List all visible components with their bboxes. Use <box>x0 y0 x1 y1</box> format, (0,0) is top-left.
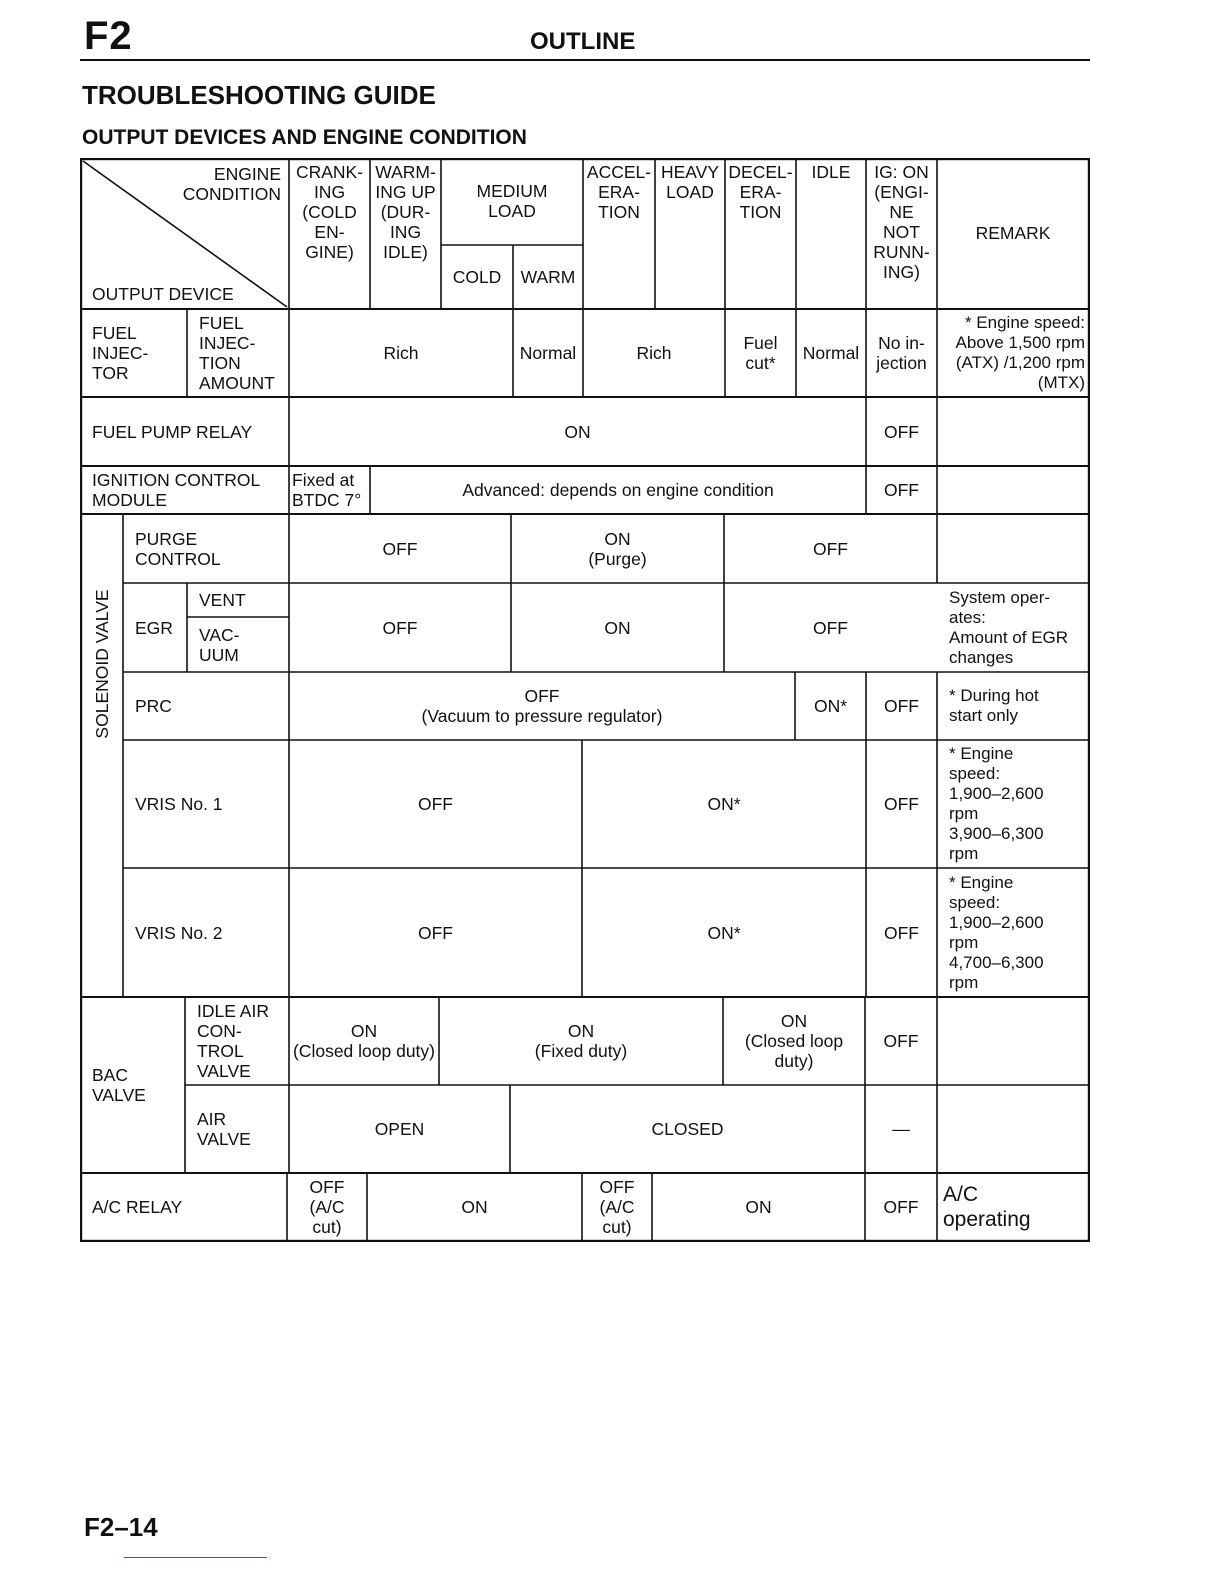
fuel-injector-fuel-cut: Fuel cut* <box>743 333 778 373</box>
row-egr: EGR <box>135 617 173 638</box>
bac-idle-air-control-valve: IDLE AIR CON- TROL VALVE <box>197 1001 269 1081</box>
bac-idle-on-closed-loop: ON (Closed loop duty) <box>292 1021 436 1061</box>
fuel-injector-remark: * Engine speed: Above 1,500 rpm (ATX) /1,200 rpm (MTX) <box>955 313 1085 392</box>
page-number: F2–14 <box>84 1512 158 1542</box>
prc-off: OFF (Vacuum to pressure regulator) <box>421 686 663 726</box>
row-vris-1: VRIS No. 1 <box>135 794 223 814</box>
egr-remark: System oper- ates: Amount of EGR changes <box>949 587 1069 667</box>
output-devices-table <box>80 158 1090 1242</box>
vris-2-ig-off: OFF <box>884 922 919 943</box>
ac-relay-on-1: ON <box>461 1197 488 1217</box>
purge-on: ON (Purge) <box>588 528 647 569</box>
col-warm: WARM <box>520 267 576 287</box>
bac-air-open: OPEN <box>374 1119 425 1139</box>
guide-title: TROUBLESHOOTING GUIDE <box>82 80 436 110</box>
corner-engine-condition: ENGINE CONDITION <box>182 164 281 204</box>
fuel-injector-rich-2: Rich <box>636 343 672 363</box>
bac-air-closed: CLOSED <box>651 1119 724 1139</box>
bac-idle-off: OFF <box>883 1031 919 1051</box>
row-vris-2: VRIS No. 2 <box>135 922 223 943</box>
purge-off-2: OFF <box>813 538 848 559</box>
prc-remark: * During hot start only <box>949 686 1039 725</box>
row-purge-control: PURGE CONTROL <box>135 528 221 569</box>
row-ac-relay: A/C RELAY <box>92 1197 183 1217</box>
egr-on: ON <box>604 617 631 638</box>
ignition-off: OFF <box>884 480 919 500</box>
col-acceleration: ACCEL- ERA- TION <box>586 162 652 222</box>
col-remark: REMARK <box>975 223 1051 243</box>
col-heavy-load: HEAVY LOAD <box>660 162 720 202</box>
purge-off-1: OFF <box>382 538 418 559</box>
row-fuel-injector: FUEL INJEC- TOR <box>92 323 149 383</box>
fuel-pump-relay-on: ON <box>564 421 591 442</box>
col-medium-load: MEDIUM LOAD <box>476 181 548 221</box>
col-cold: COLD <box>452 267 502 287</box>
egr-off-2: OFF <box>813 617 848 638</box>
fuel-injector-normal-2: Normal <box>802 343 860 363</box>
ac-relay-remark: A/C operating <box>943 1183 1031 1231</box>
vris-2-off: OFF <box>418 922 453 943</box>
bac-air-dash: — <box>892 1119 910 1139</box>
row-fuel-pump-relay: FUEL PUMP RELAY <box>92 421 253 442</box>
bac-idle-on-fixed: ON (Fixed duty) <box>534 1021 628 1061</box>
bottom-mark <box>124 1557 267 1558</box>
egr-vacuum: VAC- UUM <box>199 624 240 665</box>
corner-output-device: OUTPUT DEVICE <box>92 284 234 304</box>
vris-1-off: OFF <box>418 794 453 814</box>
col-idle: IDLE <box>811 162 851 182</box>
prc-ig-off: OFF <box>884 696 919 716</box>
col-warming-up: WARM- ING UP (DUR- ING IDLE) <box>375 162 436 262</box>
vris-1-on: ON* <box>707 794 741 814</box>
fuel-injector-no-injection: No in- jection <box>876 333 927 373</box>
vris-2-remark: * Engine speed: 1,900–2,600 rpm 4,700–6,300 rpm <box>949 872 1044 992</box>
ac-relay-off-1: OFF (A/C cut) <box>309 1177 345 1237</box>
vris-2-on: ON* <box>707 922 741 943</box>
section-code: F2 <box>84 14 133 58</box>
ac-relay-off-3: OFF <box>883 1197 919 1217</box>
fuel-pump-relay-off: OFF <box>884 421 919 442</box>
ac-relay-on-2: ON <box>745 1197 772 1217</box>
vris-1-ig-off: OFF <box>884 794 919 814</box>
header-rule <box>80 59 1090 61</box>
col-deceleration: DECEL- ERA- TION <box>728 162 793 222</box>
vris-1-remark: * Engine speed: 1,900–2,600 rpm 3,900–6,300 rpm <box>949 744 1044 863</box>
row-ignition-control-module: IGNITION CONTROL MODULE <box>92 470 261 510</box>
col-cranking: CRANK- ING (COLD EN- GINE) <box>295 162 364 262</box>
row-fuel-injection-amount: FUEL INJEC- TION AMOUNT <box>199 313 275 393</box>
prc-on: ON* <box>813 696 848 716</box>
fuel-injector-rich-1: Rich <box>383 343 419 363</box>
col-ig-on: IG: ON (ENGI- NE NOT RUNN- ING) <box>873 162 930 282</box>
bac-air-valve: AIR VALVE <box>197 1109 251 1149</box>
solenoid-valve-label: SOLENOID VALVE <box>92 589 112 739</box>
table-title: OUTPUT DEVICES AND ENGINE CONDITION <box>82 126 527 149</box>
bac-idle-on-closed-loop-2: ON (Closed loop duty) <box>744 1011 844 1071</box>
ac-relay-off-2: OFF (A/C cut) <box>599 1177 635 1237</box>
fuel-injector-normal-1: Normal <box>519 343 577 363</box>
ignition-fixed-btdc: Fixed at BTDC 7° <box>292 470 362 510</box>
ignition-advanced: Advanced: depends on engine condition <box>462 480 774 500</box>
row-bac-valve: BAC VALVE <box>92 1065 146 1105</box>
egr-vent: VENT <box>199 590 246 610</box>
row-prc: PRC <box>135 696 172 716</box>
egr-off-1: OFF <box>382 617 418 638</box>
page-header: OUTLINE <box>530 28 636 55</box>
